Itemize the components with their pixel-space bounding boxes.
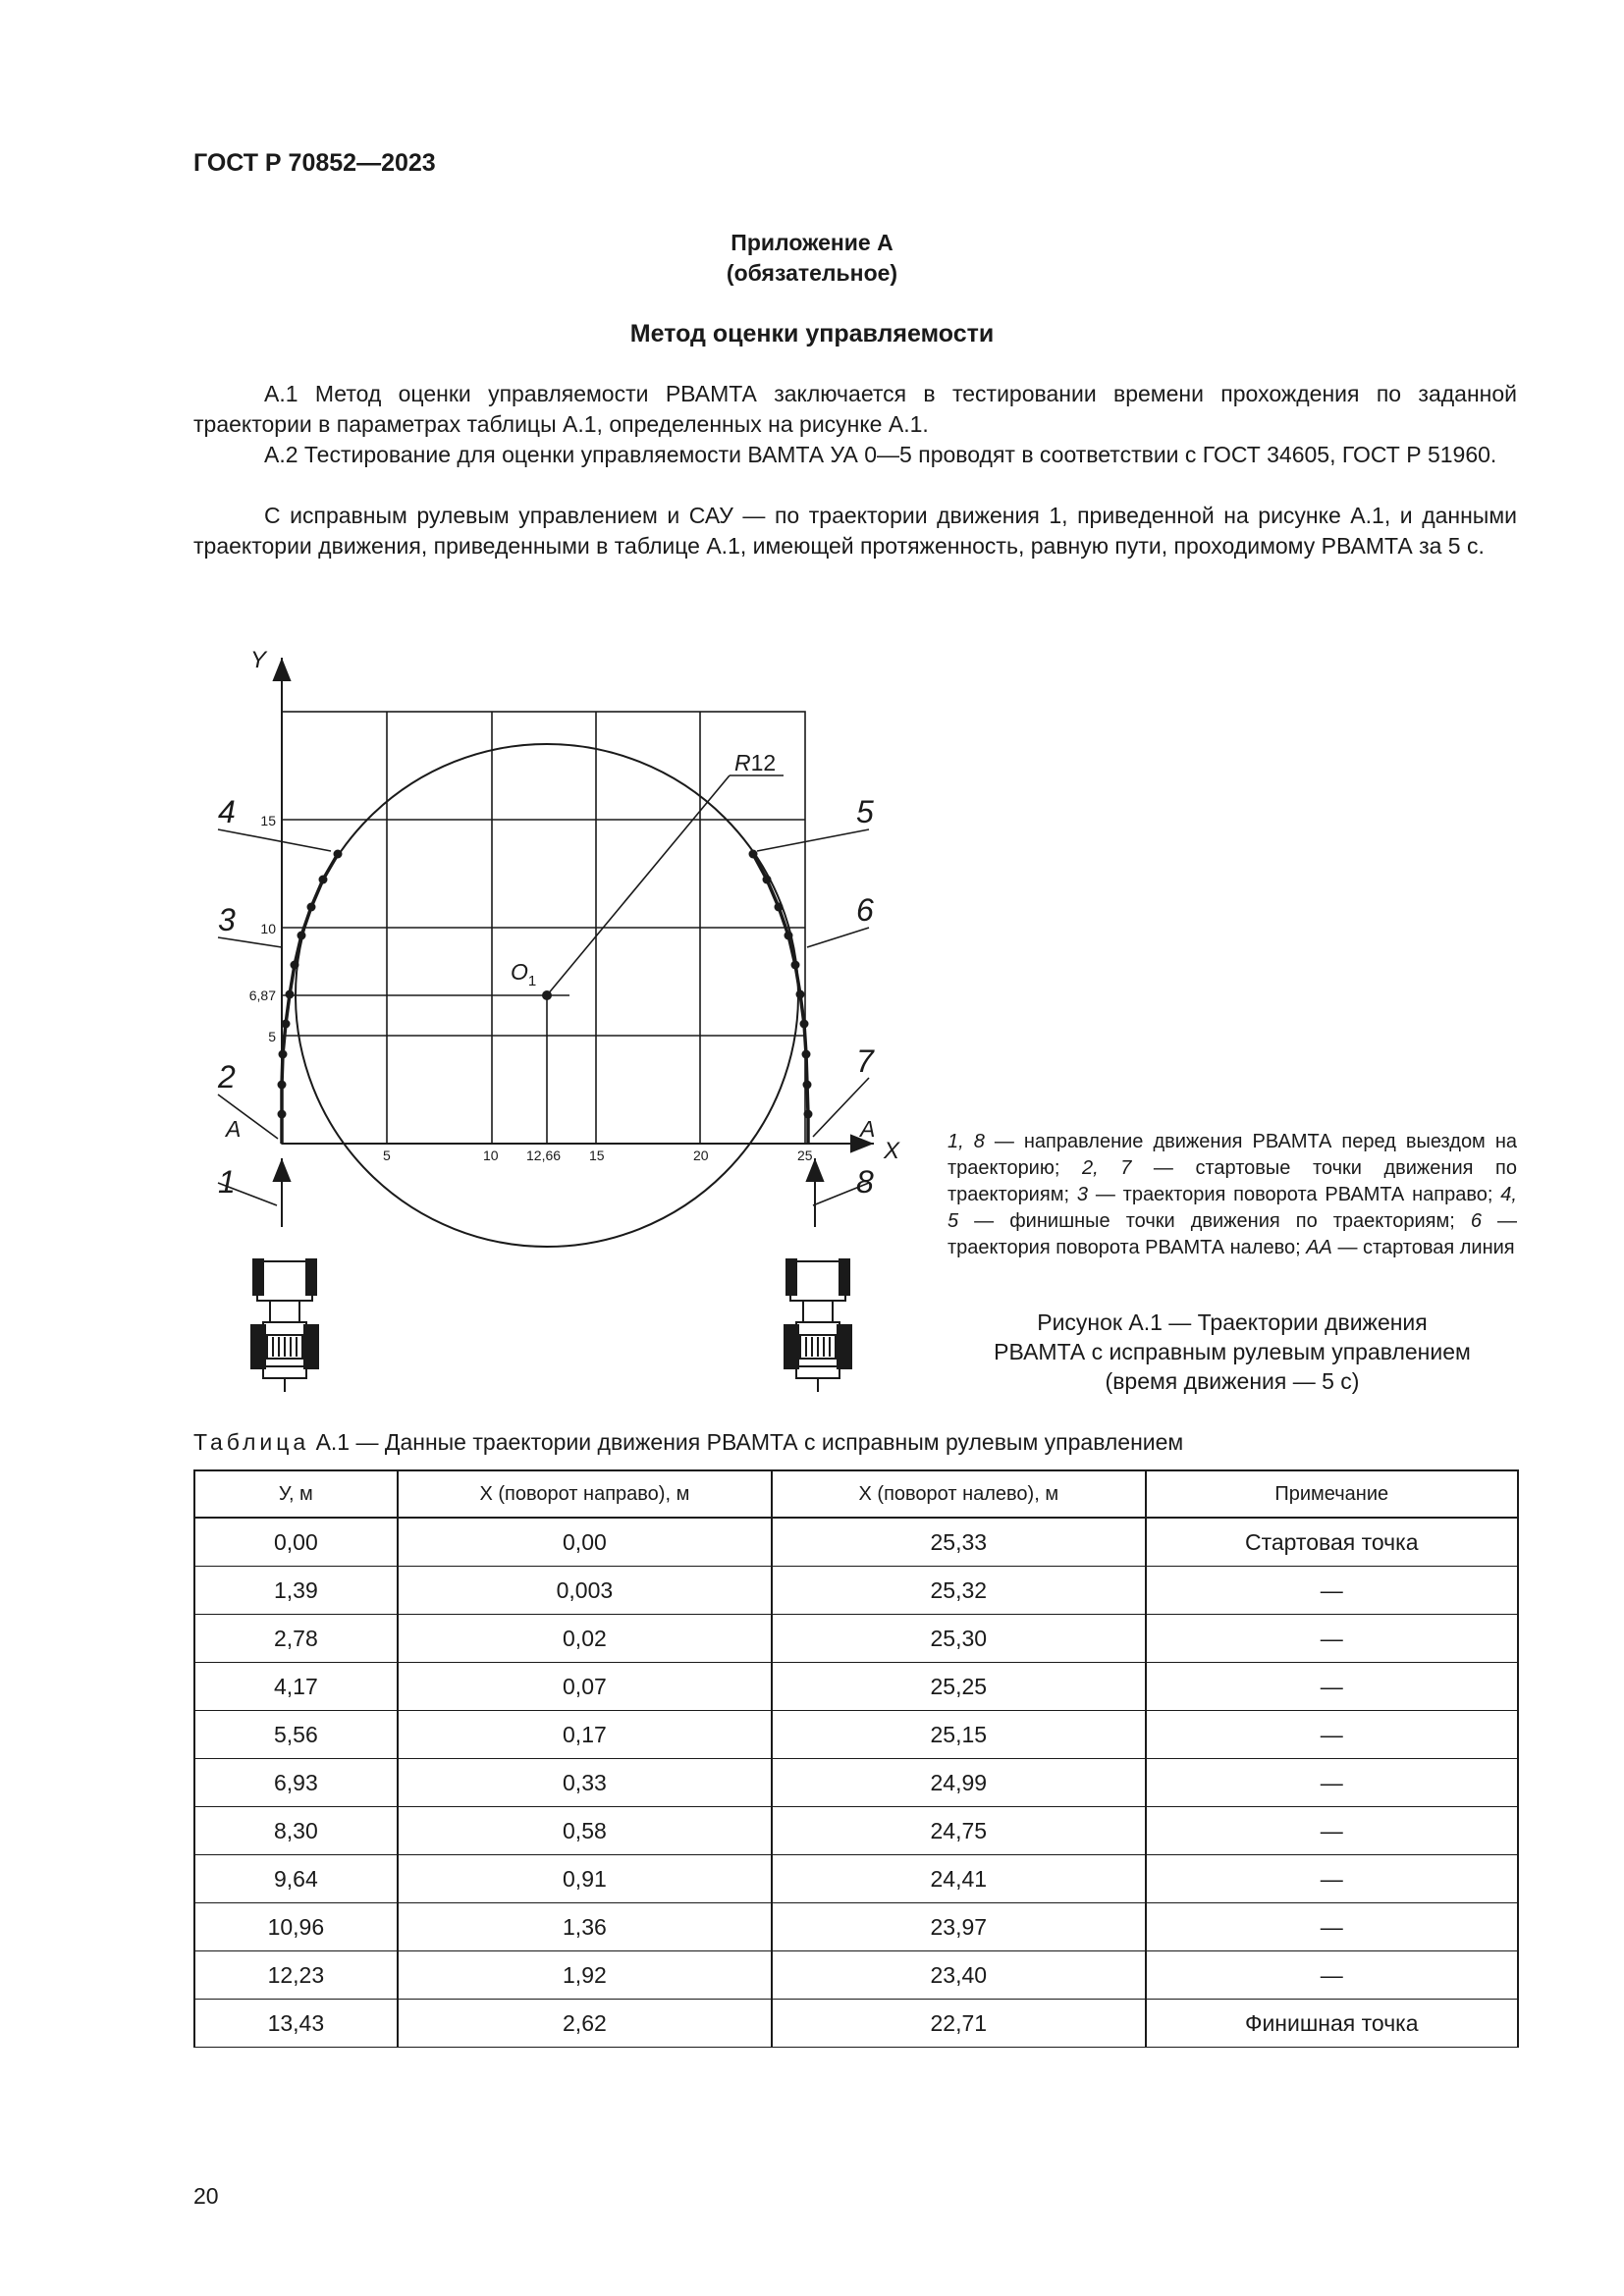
trajectory-points	[278, 850, 813, 1119]
figure-caption	[947, 1308, 1517, 1396]
legend-text: — траектория поворота РВАМТА направо;	[1095, 1184, 1493, 1205]
caption-line: РВАМТА с исправным рулевым управлением	[994, 1339, 1471, 1364]
caption-line: (время движения — 5 с)	[1105, 1368, 1360, 1394]
table-cell: 25,33	[772, 1518, 1145, 1567]
table-cell: 25,25	[772, 1663, 1145, 1711]
table-cell: Финишная точка	[1146, 2000, 1519, 2048]
table-cell: 24,41	[772, 1855, 1145, 1903]
legend-key: 4, 5	[947, 1184, 1517, 1232]
table-row	[194, 1807, 1518, 1855]
table-cell: —	[1146, 1759, 1519, 1807]
x-tick: 20	[693, 1148, 709, 1163]
table-cell: 25,15	[772, 1711, 1145, 1759]
table-row	[194, 1759, 1518, 1807]
trajectory-point	[278, 1110, 287, 1119]
table-row	[194, 1663, 1518, 1711]
x-tick: 25	[797, 1148, 813, 1163]
column-header: X (поворот налево), м	[772, 1470, 1145, 1518]
start-line-label-left: A	[226, 1116, 242, 1142]
table-header-row	[194, 1470, 1518, 1518]
radius-label-value: 12	[750, 750, 777, 775]
table-cell: Стартовая точка	[1146, 1518, 1519, 1567]
trajectory-point	[791, 961, 800, 970]
trajectory-point	[334, 850, 343, 859]
paragraph-text: А.2 Тестирование для оценки управляемости ВАМТА УА 0—5 проводят в соответствии с ГОСТ 34605, ГОСТ Р 51960.	[264, 442, 1497, 467]
legend-text: — стартовая линия	[1337, 1237, 1515, 1258]
callout-6: 6	[856, 892, 874, 928]
table-cell: 25,30	[772, 1615, 1145, 1663]
right-turn-trajectory	[282, 854, 338, 1144]
trajectory-point	[796, 990, 805, 999]
legend-key: AA	[1306, 1237, 1332, 1258]
center-label	[511, 959, 536, 989]
vehicle-left-icon	[251, 1259, 318, 1392]
table-cell: —	[1146, 1711, 1519, 1759]
table-cell: 5,56	[194, 1711, 398, 1759]
legend-key: 6	[1470, 1210, 1482, 1232]
table-row	[194, 1711, 1518, 1759]
table-cell: —	[1146, 1807, 1519, 1855]
table-caption	[193, 1429, 1183, 1456]
y-tick-labels	[249, 813, 276, 1044]
table-cell: 23,97	[772, 1903, 1145, 1951]
trajectory-point	[286, 990, 295, 999]
trajectory-point	[800, 1020, 809, 1029]
table-row	[194, 1903, 1518, 1951]
table-cell: 13,43	[194, 2000, 398, 2048]
y-tick: 15	[260, 813, 276, 828]
x-tick-labels	[383, 1148, 813, 1163]
callout-4: 4	[218, 794, 236, 829]
trajectory-table	[193, 1469, 1519, 2048]
table-row	[194, 1615, 1518, 1663]
table-cell: 0,91	[398, 1855, 772, 1903]
appendix-title: Приложение А	[731, 230, 893, 255]
table-row	[194, 1518, 1518, 1567]
callout-leader-3	[218, 937, 282, 947]
document-header: ГОСТ Р 70852—2023	[193, 149, 436, 177]
legend-text: — направление движения РВАМТА перед выездом на траекторию;	[947, 1131, 1517, 1179]
y-tick: 5	[268, 1029, 276, 1044]
center-label-o: O	[511, 959, 528, 985]
trajectory-point	[802, 1050, 811, 1059]
table-cell: 4,17	[194, 1663, 398, 1711]
radius-label-r: R	[734, 750, 751, 775]
table-caption-prefix: Таблица	[193, 1429, 310, 1455]
callout-leader-5	[757, 829, 869, 851]
left-turn-trajectory	[753, 854, 808, 1144]
table-row	[194, 1567, 1518, 1615]
callout-5: 5	[856, 794, 874, 829]
trajectory-point	[785, 932, 793, 940]
table-cell: —	[1146, 1903, 1519, 1951]
center-label-sub: 1	[527, 973, 537, 989]
trajectory-point	[278, 1081, 287, 1090]
table-cell: 25,32	[772, 1567, 1145, 1615]
table-cell: 0,003	[398, 1567, 772, 1615]
appendix-status: (обязательное)	[726, 260, 898, 286]
x-tick: 12,66	[526, 1148, 562, 1163]
trajectory-point	[291, 961, 299, 970]
x-tick: 5	[383, 1148, 391, 1163]
table-cell: 6,93	[194, 1759, 398, 1807]
table-cell: 0,07	[398, 1663, 772, 1711]
table-cell: 1,36	[398, 1903, 772, 1951]
trajectory-point	[775, 903, 784, 912]
table-cell: —	[1146, 1951, 1519, 2000]
table-cell: 23,40	[772, 1951, 1145, 2000]
figure-legend	[947, 1129, 1517, 1261]
start-line-label-right: A	[860, 1116, 876, 1142]
legend-text: — траектория поворота РВАМТА налево;	[947, 1210, 1517, 1258]
y-axis-label: Y	[250, 647, 267, 673]
table-cell: 2,78	[194, 1615, 398, 1663]
vehicle-right-icon	[785, 1259, 851, 1392]
trajectory-point	[319, 876, 328, 884]
table-cell: 0,00	[398, 1518, 772, 1567]
callout-leader-6	[807, 928, 869, 947]
legend-text: — стартовые точки движения по траекториям;	[947, 1157, 1517, 1205]
table-cell: 0,00	[194, 1518, 398, 1567]
callout-7: 7	[856, 1043, 874, 1079]
table-cell: —	[1146, 1855, 1519, 1903]
trajectory-point	[307, 903, 316, 912]
table-cell: 9,64	[194, 1855, 398, 1903]
column-header: X (поворот направо), м	[398, 1470, 772, 1518]
table-cell: 10,96	[194, 1903, 398, 1951]
legend-key: 1, 8	[947, 1131, 985, 1152]
table-row	[194, 1951, 1518, 2000]
grid	[282, 712, 805, 1144]
trajectory-point	[749, 850, 758, 859]
callout-2: 2	[218, 1059, 236, 1095]
x-axis-label: X	[884, 1138, 900, 1164]
trajectory-point	[279, 1050, 288, 1059]
center-point	[542, 990, 552, 1000]
table-cell: 24,75	[772, 1807, 1145, 1855]
radius-line	[547, 775, 730, 995]
caption-line: Рисунок А.1 — Траектории движения	[1037, 1309, 1428, 1335]
column-header: У, м	[194, 1470, 398, 1518]
y-tick: 6,87	[248, 988, 276, 1003]
table-cell: 2,62	[398, 2000, 772, 2048]
trajectory-point	[298, 932, 306, 940]
callout-3: 3	[218, 902, 236, 937]
callout-leader-4	[218, 829, 331, 851]
callout-1: 1	[218, 1164, 236, 1200]
section-title: Метод оценки управляемости	[629, 320, 995, 347]
radius-label	[734, 750, 776, 775]
page-number: 20	[193, 2183, 219, 2209]
trajectory-point	[803, 1081, 812, 1090]
table-cell: 22,71	[772, 2000, 1145, 2048]
paragraph-text: А.1 Метод оценки управляемости РВАМТА заключается в тестировании времени прохождения по заданной траектории в параметрах таблицы А.1, определенных на рисунке А.1.	[193, 381, 1517, 437]
table-cell: 0,17	[398, 1711, 772, 1759]
table-cell: 1,39	[194, 1567, 398, 1615]
table-row	[194, 1855, 1518, 1903]
table-row	[194, 2000, 1518, 2048]
paragraph-text: С исправным рулевым управлением и САУ — по траектории движения 1, приведенной на рисунке А.1, и данными траектории движения, приведенными в таблице А.1, имеющей протяженность, равную пути, проходимому РВАМТА за 5 с.	[193, 503, 1517, 559]
legend-key: 3	[1076, 1184, 1088, 1205]
table-cell: 0,02	[398, 1615, 772, 1663]
table-cell: 24,99	[772, 1759, 1145, 1807]
x-tick: 10	[483, 1148, 499, 1163]
table-cell: —	[1146, 1663, 1519, 1711]
table-cell: 12,23	[194, 1951, 398, 2000]
legend-key: 2, 7	[1081, 1157, 1132, 1179]
table-cell: 8,30	[194, 1807, 398, 1855]
callout-8: 8	[856, 1164, 874, 1200]
trajectory-point	[763, 876, 772, 884]
legend-text: — финишные точки движения по траекториям;	[974, 1210, 1455, 1232]
table-cell: 0,33	[398, 1759, 772, 1807]
trajectory-point	[282, 1020, 291, 1029]
column-header: Примечание	[1146, 1470, 1519, 1518]
x-tick: 15	[589, 1148, 605, 1163]
table-caption-text: А.1 — Данные траектории движения РВАМТА с исправным рулевым управлением	[315, 1429, 1184, 1455]
table-cell: —	[1146, 1567, 1519, 1615]
table-cell: —	[1146, 1615, 1519, 1663]
trajectory-point	[804, 1110, 813, 1119]
y-tick: 10	[260, 921, 276, 936]
table-cell: 1,92	[398, 1951, 772, 2000]
table-cell: 0,58	[398, 1807, 772, 1855]
